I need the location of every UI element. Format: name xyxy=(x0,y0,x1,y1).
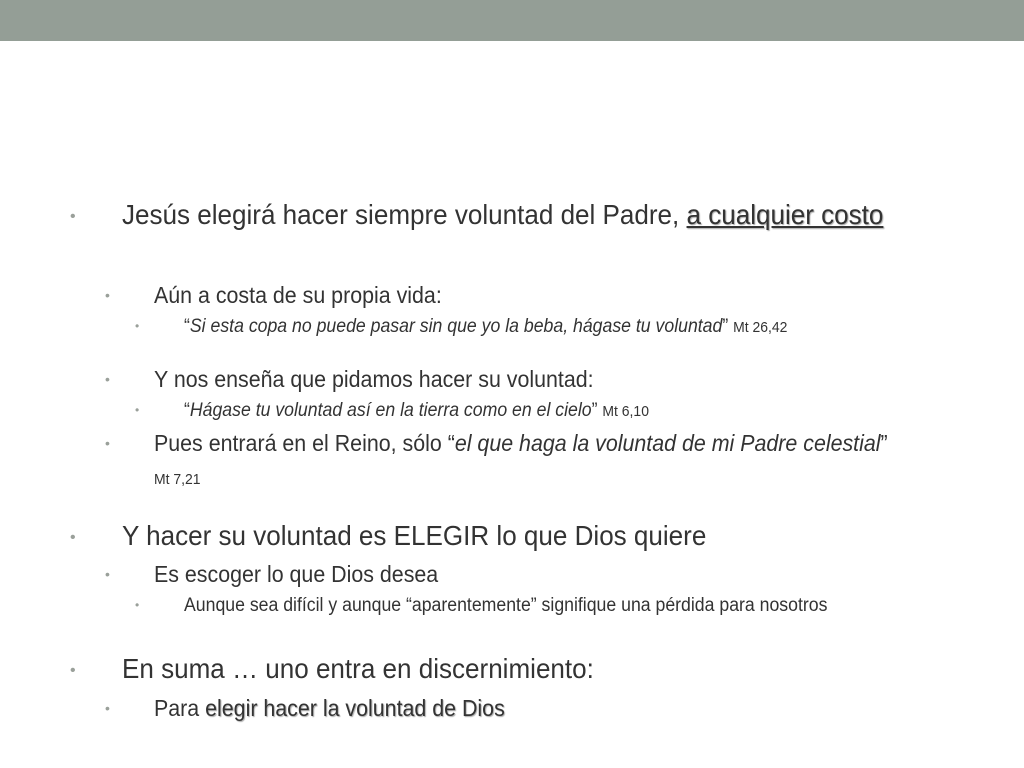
bullet-text: Y nos enseña que pidamos hacer su voluntad: xyxy=(154,366,594,392)
bullet-dot: • xyxy=(70,208,76,225)
scripture-reference: Mt 6,10 xyxy=(602,403,649,420)
bullet-dot: • xyxy=(105,700,110,716)
text-part: Jesús elegirá hacer siempre voluntad del Padre, xyxy=(122,199,687,230)
bullet-text xyxy=(122,196,885,234)
text-part: Para xyxy=(154,695,206,721)
bullet-text xyxy=(154,427,898,496)
bullet-dot: • xyxy=(105,566,110,582)
bullet-text: Es escoger lo que Dios desea xyxy=(154,561,439,587)
quote-mark: “ xyxy=(184,400,190,421)
bullet-text xyxy=(184,313,923,341)
bullet-text: Aún a costa de su propia vida: xyxy=(154,282,442,308)
bullet-text xyxy=(154,692,898,725)
quote-mark: ” xyxy=(722,316,734,337)
bullet-text: En suma … uno entra en discernimiento: xyxy=(122,653,594,684)
bullet-dot: • xyxy=(135,319,140,333)
emphasis-underlined: a cualquier costo xyxy=(686,199,884,230)
text-part: Pues entrará en el Reino, sólo “ xyxy=(154,430,455,456)
bullet-dot: • xyxy=(135,598,140,612)
quote-mark: “ xyxy=(184,316,190,337)
quote-mark: ” xyxy=(880,430,888,456)
emphasis-text: elegir hacer la voluntad de Dios xyxy=(205,695,505,721)
quote-text: Hágase tu voluntad así en la tierra como en el cielo xyxy=(189,400,592,421)
bullet-dot: • xyxy=(70,529,76,546)
quote-mark: ” xyxy=(591,400,603,421)
bullet-dot: • xyxy=(70,662,76,679)
bullet-dot: • xyxy=(105,435,110,451)
bullet-dot: • xyxy=(105,371,110,387)
scripture-reference: Mt 7,21 xyxy=(154,471,201,488)
bullet-text xyxy=(184,397,923,425)
bullet-text: Y hacer su voluntad es ELEGIR lo que Dios quiere xyxy=(122,520,707,551)
bullet-text: Aunque sea difícil y aunque “aparentemente” signifique una pérdida para nosotros xyxy=(184,595,828,616)
scripture-reference: Mt 26,42 xyxy=(733,319,788,336)
quote-text: el que haga la voluntad de mi Padre celestial xyxy=(454,430,881,456)
quote-text: Si esta copa no puede pasar sin que yo la beba, hágase tu voluntad xyxy=(189,316,723,337)
bullet-dot: • xyxy=(135,403,140,417)
bullet-dot: • xyxy=(105,287,110,303)
